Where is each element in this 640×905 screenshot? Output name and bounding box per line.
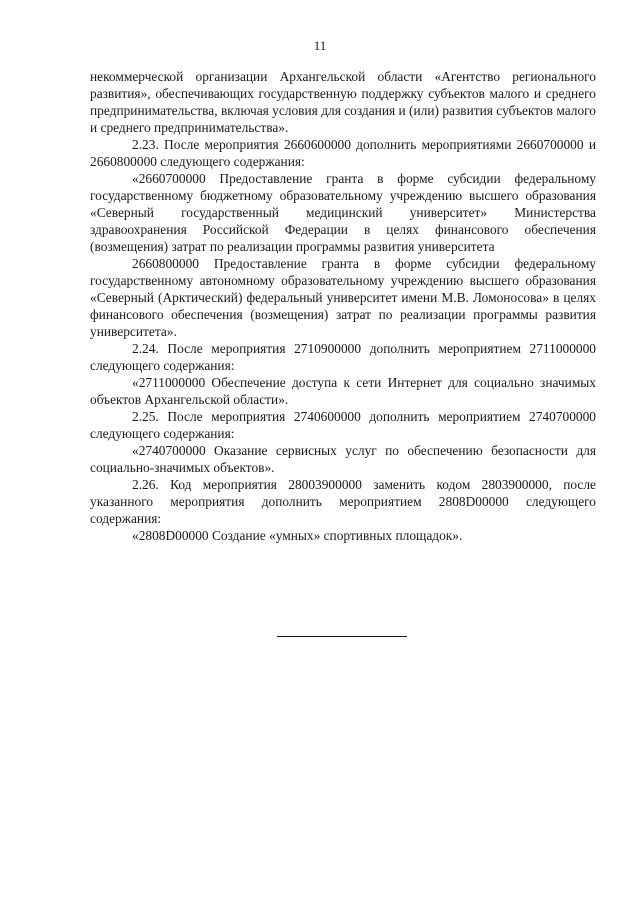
paragraph-quote-2660800000: 2660800000 Предоставление гранта в форме субсидии федеральному государственному автономному образовательному учреждению высшего образования «Северный (Арктический) федеральный университет имени М.В. Ломоносова» в целях финансового обеспечения (возмещения) затрат по реализации программы развития университета».: [90, 256, 596, 339]
paragraph-item-2-24: 2.24. После мероприятия 2710900000 дополнить мероприятием 2711000000 следующего содержания:: [90, 341, 596, 373]
paragraph-item-2-23: 2.23. После мероприятия 2660600000 дополнить мероприятиями 2660700000 и 2660800000 следующего содержания:: [90, 137, 596, 169]
paragraph-quote-2660700000: «2660700000 Предоставление гранта в форме субсидии федеральному государственному бюджетному образовательному учреждению высшего образования «Северный государственный медицинский университет» Министерства здравоохранения Российской Федерации в целях финансового обеспечения (возмещения) затрат по реализации программы развития университета: [90, 171, 596, 254]
paragraph-item-2-25: 2.25. После мероприятия 2740600000 дополнить мероприятием 2740700000 следующего содержания:: [90, 409, 596, 441]
page-number: 11: [313, 38, 327, 53]
paragraph-quote-2808D00000: «2808D00000 Создание «умных» спортивных площадок».: [132, 528, 463, 543]
paragraph-quote-2711000000: «2711000000 Обеспечение доступа к сети Интернет для социально значимых объектов Архангельской области».: [90, 375, 596, 407]
document-body: [90, 68, 596, 544]
paragraph-continuation: некоммерческой организации Архангельской области «Агентство регионального развития», обеспечивающих государственную поддержку субъектов малого и среднего предпринимательства, включая условия для создания и (или) развития субъектов малого и среднего предпринимательства».: [90, 69, 596, 135]
end-separator-line: [277, 636, 407, 637]
paragraph-item-2-26: 2.26. Код мероприятия 28003900000 заменить кодом 2803900000, после указанного мероприятия дополнить мероприятием 2808D00000 следующего содержания:: [90, 477, 596, 526]
paragraph-quote-2740700000: «2740700000 Оказание сервисных услуг по обеспечению безопасности для социально-значимых объектов».: [90, 443, 596, 475]
